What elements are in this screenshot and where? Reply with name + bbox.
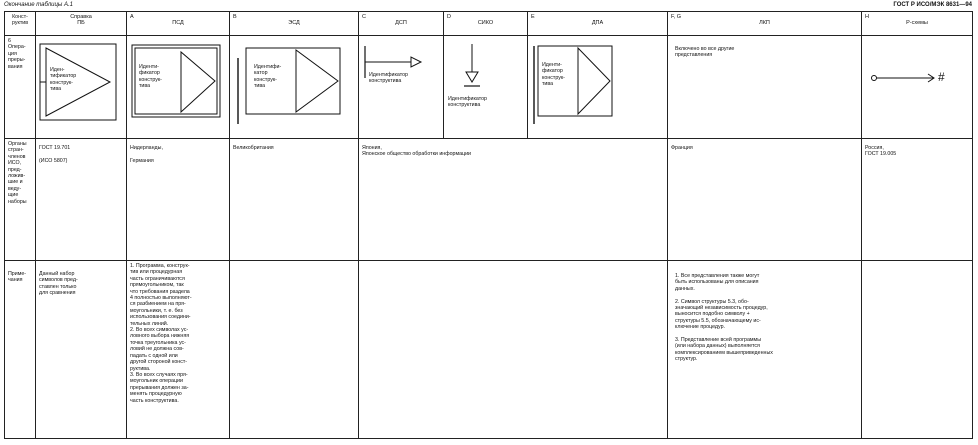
d-arrow-symbol [458,42,488,92]
col-header-fg: F, G ЛКП [668,12,862,36]
col-header-a: A ПСД [127,12,230,36]
h-symbol-cell [862,36,973,139]
notes-h [862,261,973,439]
header-row [5,12,973,36]
b-symbol-label: Идентифи- катор конструк- тива [254,64,282,90]
row-label-interrupt: 6 Опера- ция преры- вания [5,36,36,139]
organs-row [5,139,973,261]
notes-a: 1. Программа, конструк- тив или процедурная часть ограничиваются прямоугольником, так что требования раздела 4 полностью выполняют- ся разбиением на пря- моугольники, т. е. без использования соедини- тельных линий. 2. Во всех символах ус- ловного выбора нижняя точка треугольника ус- ловий не должна сов- падать с одной или другой стороной конст- руктива. 3. Во всех случаях пря- моугольник операции прерывания должен за- менять процедурную часть конструктива. [127,261,230,439]
organs-h: Россия, ГОСТ 19.005 [862,139,973,261]
col-header-d: D СИКО [444,12,528,36]
standard-code: ГОСТ Р ИСО/МЭК 8631—94 [893,2,972,8]
pb-symbol-cell [36,36,127,139]
notes-fg: 1. Все представления также могут быть использованы для описания данных. 2. Символ структуры 5.3, обо- значающий независимость процедур, выносится подобно символу + структуры 5.5, обозначающему ис- ключение процедур. 3. Представление всей программы (или набора данных) выполняется комплексированием вышеприведенных структур. [668,261,862,439]
d-symbol-label: Идентификатор конструктива [448,96,487,109]
row-label-notes: Приме- чания [5,261,36,439]
a-symbol-label: Иденти- фикатор конструк- тива [139,64,162,90]
col-header-construct: Конст- руктив [5,12,36,36]
col-header-b: B ЭСД [230,12,359,36]
comparison-table [4,11,973,439]
symbol-row [5,36,973,139]
notes-row [5,261,973,439]
organs-cde: Япония, Японское общество обработки информации [359,139,668,261]
notes-cde [359,261,668,439]
e-symbol-label: Иденти- фикатор конструк- тива [542,62,565,88]
e-symbol-cell [528,36,668,139]
col-header-h: H Р-схемы [862,12,973,36]
organs-pb: ГОСТ 19.701 (ИСО 5807) [36,139,127,261]
pb-symbol-label: Иден- тификатор конструк- тива [50,67,77,93]
row-label-organs: Органы стран- членов ИСО, пред- ложив- шие и веду- щие наборы [5,139,36,261]
c-symbol-label: Идентификатор конструктива [369,72,408,85]
b-symbol-cell [230,36,359,139]
organs-b: Великобритания [230,139,359,261]
c-symbol-cell [359,36,444,139]
col-header-pb: Справка ПБ [36,12,127,36]
organs-fg: Франция [668,139,862,261]
col-header-c: C ДСП [359,12,444,36]
a-symbol-cell [127,36,230,139]
col-header-e: E ДПА [528,12,668,36]
notes-pb: Данный набор символов пред- ставлен только для сравнения [36,261,127,439]
d-symbol-cell [444,36,528,139]
fg-symbol-cell: Включено во все другие представления [668,36,862,139]
continuation-caption: Окончание таблицы А.1 [4,2,73,8]
notes-b [230,261,359,439]
organs-a: Нидерланды, Германия [127,139,230,261]
h-hash-mark: # [938,70,945,84]
